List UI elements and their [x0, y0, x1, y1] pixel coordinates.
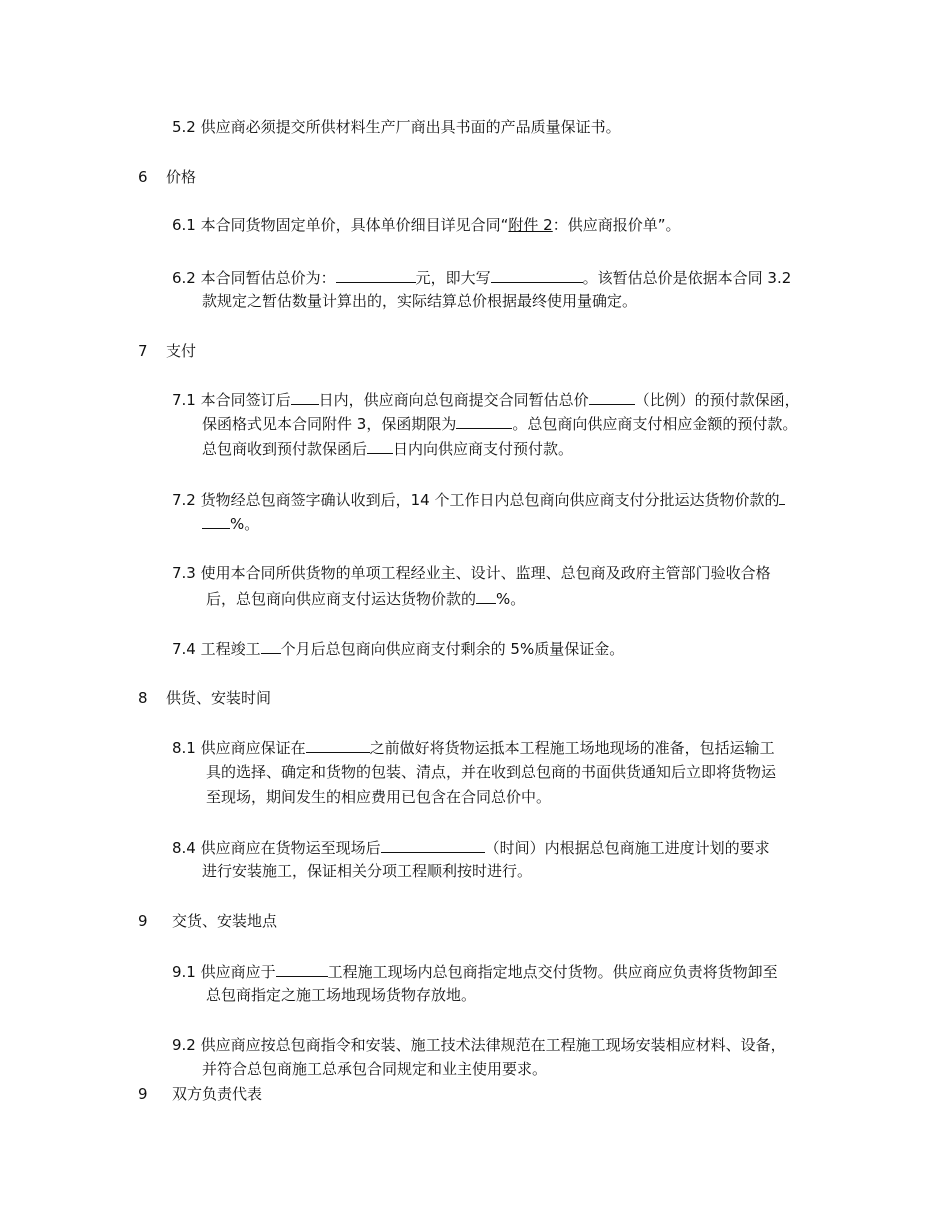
clause-text: 。该暂估总价是依据本合同 3.2 [582, 269, 792, 287]
section-7-heading [138, 340, 196, 362]
section-title: 支付 [166, 342, 197, 360]
clause-text: 7.4 工程竣工 [172, 640, 261, 658]
clause-7-2 [172, 488, 785, 511]
clause-text: 8.4 供应商应在货物运至现场后 [172, 839, 381, 857]
section-title: 双方负责代表 [172, 1085, 263, 1103]
clause-text: 日内，供应商向总包商提交合同暂估总价 [318, 391, 589, 409]
clause-text: 6.1 本合同货物固定单价，具体单价细目详见合同“ [172, 216, 509, 234]
clause-8-4 [172, 836, 770, 859]
section-9-heading [138, 910, 277, 932]
section-number: 8 [138, 689, 148, 707]
clause-7-4 [172, 637, 624, 660]
clause-6-2-line2: 款规定之暂估数量计算出的，实际结算总价根据最终使用量确定。 [202, 292, 638, 310]
clause-7-3-line2 [206, 587, 525, 610]
section-number: 9 [138, 1085, 148, 1103]
blank-field[interactable] [456, 412, 512, 429]
blank-field[interactable] [381, 836, 485, 853]
clause-text: 后，总包商向供应商支付运达货物价款的 [206, 590, 477, 608]
clause-9-1-line2: 总包商指定之施工场地现场货物存放地。 [206, 986, 477, 1004]
clause-7-3: 7.3 使用本合同所供货物的单项工程经业主、设计、监理、总包商及政府主管部门验收合格 [172, 564, 771, 582]
section-6-heading [138, 166, 196, 188]
blank-field[interactable] [491, 266, 583, 283]
blank-field[interactable] [276, 960, 328, 977]
clause-7-1-line2 [202, 412, 797, 435]
clause-text: （时间）内根据总包商施工进度计划的要求 [484, 839, 770, 857]
section-title: 交货、安装地点 [172, 912, 278, 930]
clause-text: 个月后总包商向供应商支付剩余的 5%质量保证金。 [280, 640, 625, 658]
clause-text: 日内向供应商支付预付款。 [393, 440, 574, 458]
blank-field[interactable] [261, 637, 281, 654]
blank-field[interactable] [336, 266, 416, 283]
clause-text: ：供应商报价单”。 [552, 216, 681, 234]
clause-8-4-line2: 进行安装施工，保证相关分项工程顺利按时进行。 [202, 862, 533, 880]
clause-8-1-line2: 具的选择、确定和货物的包装、清点，并在收到总包商的书面供货通知后立即将货物运 [206, 763, 777, 781]
blank-field[interactable] [291, 388, 319, 405]
section-number: 7 [138, 342, 148, 360]
clause-text: %。 [496, 590, 526, 608]
clause-text: 7.2 货物经总包商签字确认收到后，14 个工作日内总包商向供应商支付分批运达货物价款的 [172, 491, 780, 509]
clause-text: （比例）的预付款保函， [634, 391, 800, 409]
clause-7-1-line3 [202, 437, 573, 460]
clause-text: 。总包商向供应商支付相应金额的预付款。 [512, 415, 798, 433]
clause-text: 保函格式见本合同附件 3，保函期限为 [202, 415, 457, 433]
clause-text: 总包商收到预付款保函后 [202, 440, 368, 458]
clause-9-2: 9.2 供应商应按总包商指令和安装、施工技术法律规范在工程施工现场安装相应材料、设备， [172, 1036, 786, 1054]
blank-field[interactable] [589, 388, 635, 405]
clause-8-1-line3: 至现场，期间发生的相应费用已包含在合同总价中。 [206, 788, 552, 806]
clause-text: 7.1 本合同签订后 [172, 391, 291, 409]
clause-7-1 [172, 388, 800, 411]
clause-6-1 [172, 214, 681, 236]
attachment-2-link[interactable]: 附件 2 [508, 216, 553, 234]
blank-field[interactable] [306, 736, 370, 753]
clause-9-1 [172, 960, 778, 983]
section-number: 9 [138, 912, 148, 930]
clause-text: 工程施工现场内总包商指定地点交付货物。供应商应负责将货物卸至 [327, 963, 778, 981]
blank-field[interactable] [202, 512, 230, 529]
section-number: 6 [138, 168, 148, 186]
clause-5-2: 5.2 供应商必须提交所供材料生产厂商出具书面的产品质量保证书。 [172, 118, 621, 136]
clause-text: 元，即大写 [415, 269, 491, 287]
section-9-representatives-heading [138, 1083, 262, 1105]
clause-text: 6.2 本合同暂估总价为： [172, 269, 336, 287]
section-8-heading [138, 687, 271, 709]
clause-text: %。 [230, 515, 260, 533]
section-title: 供货、安装时间 [166, 689, 272, 707]
clause-9-2-line2: 并符合总包商施工总承包合同规定和业主使用要求。 [202, 1060, 548, 1078]
clause-text: 8.1 供应商应保证在 [172, 739, 306, 757]
blank-field[interactable] [779, 488, 785, 505]
clause-text: 9.1 供应商应于 [172, 963, 276, 981]
blank-field[interactable] [476, 587, 496, 604]
clause-7-2-line2 [202, 512, 259, 535]
clause-text: 之前做好将货物运抵本工程施工场地现场的准备，包括运输工 [369, 739, 775, 757]
section-title: 价格 [166, 168, 197, 186]
clause-8-1 [172, 736, 775, 759]
blank-field[interactable] [367, 437, 393, 454]
clause-6-2 [172, 266, 791, 289]
